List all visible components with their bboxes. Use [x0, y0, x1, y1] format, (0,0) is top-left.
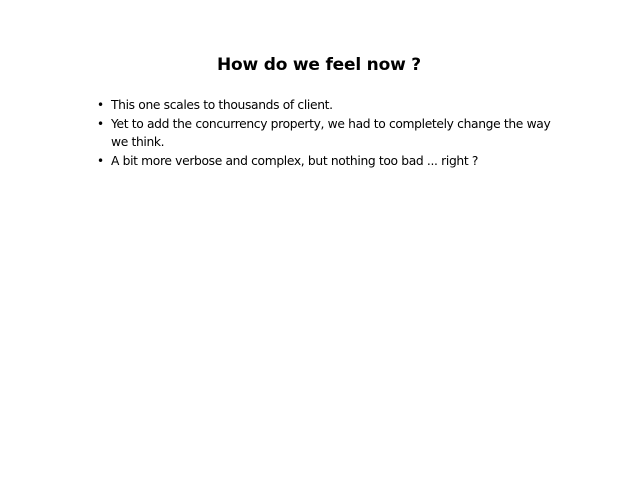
bullet-item	[96, 115, 566, 152]
bullet-dot-icon: •	[97, 116, 104, 131]
bullet-item	[96, 96, 566, 115]
bullet-list	[96, 96, 566, 170]
bullet-text: A bit more verbose and complex, but nothing too bad ... right ?	[111, 153, 479, 168]
bullet-text: Yet to add the concurrency property, we had to completely change the way we think.	[111, 116, 551, 149]
bullet-dot-icon: •	[97, 153, 104, 168]
bullet-text: This one scales to thousands of client.	[111, 98, 333, 112]
bullet-dot-icon: •	[97, 98, 104, 112]
slide-title: How do we feel now ?	[217, 55, 421, 75]
bullet-item	[96, 152, 566, 171]
